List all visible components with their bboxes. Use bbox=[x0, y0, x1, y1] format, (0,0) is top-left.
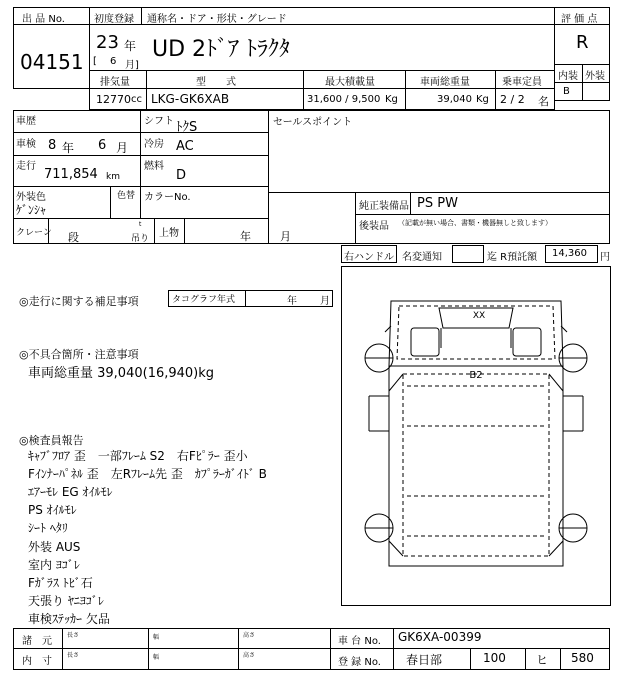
loading-year-label: 年 bbox=[240, 230, 251, 243]
displacement: 12770 bbox=[96, 93, 131, 106]
color-code-label: カラーNo. bbox=[144, 192, 191, 203]
recycle-deposit-unit: 円 bbox=[600, 252, 610, 263]
ac-label: 冷房 bbox=[144, 139, 164, 150]
history-label: 車歴 bbox=[16, 116, 36, 127]
inspection-year-unit: 年 bbox=[62, 141, 75, 155]
gross-weight-label: 車両総重量 bbox=[420, 77, 470, 88]
lot-number-label: 出 品 No. bbox=[22, 14, 65, 25]
equipment-value: PS PW bbox=[417, 196, 458, 211]
registration-class: 100 bbox=[483, 651, 506, 665]
registration-kana: ヒ bbox=[536, 653, 549, 667]
max-load: 31,600 / 9,500 bbox=[307, 94, 381, 105]
max-load-label: 最大積載量 bbox=[325, 77, 375, 88]
name-change-box bbox=[452, 245, 484, 263]
capacity-label: 乗車定員 bbox=[502, 77, 542, 88]
mileage: 711,854 bbox=[44, 167, 98, 182]
diagram-mark-xx: XX bbox=[472, 311, 486, 321]
registration-year: 23 bbox=[96, 32, 119, 53]
exterior-color: ｹﾞﾝｼｬ bbox=[16, 203, 47, 217]
registration-month-open: [ bbox=[93, 56, 97, 67]
name-change-label: 名変通知 bbox=[402, 252, 442, 263]
inspection-label: 車検 bbox=[16, 139, 36, 150]
ac-value: AC bbox=[176, 139, 194, 154]
inspection-years: 8 bbox=[48, 138, 57, 153]
aftermarket-note: （記載が無い場合、書類・機器無しと致します） bbox=[398, 219, 552, 227]
loading-month-label: 月 bbox=[280, 230, 291, 243]
tachograph-label: タコグラフ年式 bbox=[172, 295, 236, 305]
max-load-unit: Kg bbox=[385, 94, 398, 105]
mileage-label: 走行 bbox=[16, 161, 36, 172]
shift-value: ﾄｸS bbox=[176, 120, 198, 135]
registration-month: 6 bbox=[110, 56, 117, 67]
registration-number-label: 登 録 No. bbox=[338, 657, 381, 668]
displacement-unit: cc bbox=[131, 94, 142, 105]
fuel-value: D bbox=[176, 168, 187, 183]
sales-point-label: セールスポイント bbox=[273, 117, 353, 128]
report-line: ｷｬﾌﾞﾌﾛｱ 歪 一部ﾌﾚｰﾑ S2 右Fﾋﾟﾗｰ 歪小 bbox=[28, 449, 248, 463]
gross-weight-unit: Kg bbox=[476, 94, 489, 105]
aftermarket-label: 後装品 bbox=[359, 221, 389, 232]
recycle-deposit-label: 迄 R預託額 bbox=[487, 252, 538, 263]
spec-dimension-label: 諸 元 bbox=[22, 636, 52, 647]
registration-year-unit: 年 bbox=[124, 39, 137, 53]
crane-hang-label: 吊り bbox=[131, 234, 150, 244]
registration-month-close: 月] bbox=[125, 60, 139, 71]
equipment-label: 純正装備品 bbox=[359, 201, 409, 212]
capacity: 2 / 2 bbox=[500, 93, 525, 106]
report-line: ｴｱｰﾓﾚ EG ｵｲﾙﾓﾚ bbox=[28, 485, 113, 499]
crane-stage-label: 段 bbox=[68, 231, 79, 244]
tachograph-month-label: 月 bbox=[320, 296, 330, 307]
displacement-label: 排気量 bbox=[100, 77, 130, 88]
model-code-label: 型 式 bbox=[196, 77, 236, 88]
mileage-unit: km bbox=[106, 172, 120, 182]
interior-length-label: 長さ bbox=[67, 652, 80, 659]
interior-score: B bbox=[563, 86, 570, 97]
truck-damage-diagram bbox=[341, 266, 611, 606]
crane-label: クレーン bbox=[16, 228, 52, 238]
fuel-label: 燃料 bbox=[144, 161, 164, 172]
diagram-mark-b2: B2 bbox=[469, 370, 483, 381]
spec-length-label: 長さ bbox=[67, 632, 80, 639]
report-line: Fｲﾝﾅｰﾊﾟﾈﾙ 歪 左Rﾌﾚｰﾑ先 歪 ｶﾌﾟﾗｰｶﾞｲﾄﾞ B bbox=[28, 467, 267, 481]
color-change-label: 色替 bbox=[117, 191, 136, 201]
overall-score: R bbox=[576, 32, 589, 53]
right-hand-drive-label: 右ハンドル bbox=[344, 252, 394, 263]
report-line: 室内 ﾖｺﾞﾚ bbox=[28, 558, 80, 572]
report-line: Fｶﾞﾗｽ ﾄﾋﾞ石 bbox=[28, 576, 93, 590]
report-line: ｼｰﾄ ﾍﾀﾘ bbox=[28, 521, 68, 535]
loading-label: 上物 bbox=[159, 228, 179, 239]
report-line: 外装 AUS bbox=[28, 540, 81, 554]
spec-height-label: 高さ bbox=[243, 632, 256, 639]
inspection-month-unit: 月 bbox=[116, 141, 129, 155]
registration-serial: 580 bbox=[571, 651, 594, 665]
interior-height-label: 高さ bbox=[243, 652, 256, 659]
inspector-report-heading: ◎検査員報告 bbox=[19, 434, 84, 447]
defect-line: 車両総重量 39,040(16,940)kg bbox=[28, 366, 215, 381]
lot-number: 04151 bbox=[20, 50, 84, 74]
crane-ton-label: t bbox=[139, 221, 142, 228]
recycle-deposit-amount: 14,360 bbox=[552, 248, 587, 259]
shift-label: シフト bbox=[144, 116, 174, 127]
exterior-color-label: 外装色 bbox=[16, 192, 46, 203]
interior-width-label: 幅 bbox=[153, 654, 160, 661]
report-line: 天張り ﾔﾆﾖｺﾞﾚ bbox=[28, 594, 104, 608]
driving-notes-heading: ◎走行に関する補足事項 bbox=[19, 295, 139, 308]
exterior-score-label: 外装 bbox=[585, 71, 605, 82]
first-registration-label: 初度登録 bbox=[94, 14, 134, 25]
interior-score-label: 内装 bbox=[558, 71, 578, 82]
score-label: 評 価 点 bbox=[561, 14, 598, 25]
defects-heading: ◎不具合箇所・注意事項 bbox=[19, 348, 139, 361]
model-code: LKG-GK6XAB bbox=[151, 92, 230, 106]
model-name: UD 2ﾄﾞｱ ﾄﾗｸﾀ bbox=[152, 37, 291, 62]
registration-place: 春日部 bbox=[406, 653, 443, 667]
report-line: PS ｵｲﾙﾓﾚ bbox=[28, 503, 77, 517]
gross-weight: 39,040 bbox=[437, 94, 472, 105]
report-line: 車検ｽﾃｯｶｰ 欠品 bbox=[28, 612, 110, 626]
interior-dimension-label: 内 寸 bbox=[22, 656, 52, 667]
vehicle-name-label: 通称名・ドア・形状・グレード bbox=[147, 14, 287, 25]
inspection-months: 6 bbox=[98, 138, 107, 153]
chassis-number-label: 車 台 No. bbox=[338, 636, 381, 647]
tachograph-year-label: 年 bbox=[287, 296, 297, 307]
spec-width-label: 幅 bbox=[153, 634, 160, 641]
footer-table bbox=[13, 628, 610, 670]
capacity-unit: 名 bbox=[538, 95, 549, 108]
chassis-number: GK6XA-00399 bbox=[398, 630, 482, 644]
